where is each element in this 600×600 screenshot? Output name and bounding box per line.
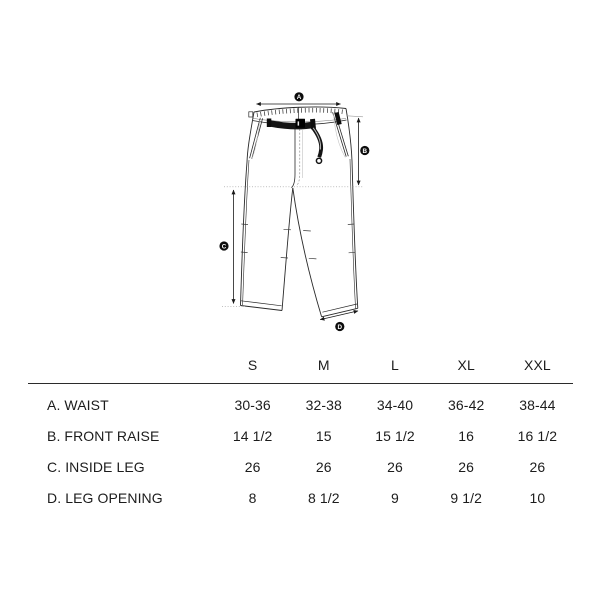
- reference-lines: [222, 116, 363, 306]
- cell-value: 15 1/2: [375, 427, 415, 444]
- row-label: D. LEG OPENING: [47, 489, 163, 506]
- marker-a-letter: A: [296, 94, 302, 102]
- belt-loop-right: [337, 113, 340, 125]
- table-row-waist: [28, 389, 573, 420]
- cell-value: 9: [391, 489, 399, 506]
- cell-value: 15: [315, 427, 332, 444]
- column-header-xxl: XXL: [524, 356, 551, 373]
- row-label: C. INSIDE LEG: [47, 458, 145, 475]
- marker-leg-opening: [335, 322, 344, 331]
- waist-reference-line: [347, 116, 363, 117]
- table-row-front-raise: [28, 420, 573, 451]
- belt: [267, 113, 340, 164]
- buckle-slot: [298, 121, 300, 125]
- belt-loop-left: [267, 119, 272, 128]
- cell-value: 8 1/2: [307, 489, 340, 506]
- cell-value: 26: [315, 458, 332, 475]
- leg-opening-measure-line: [320, 311, 358, 320]
- belt-fold: [313, 119, 314, 129]
- cell-value: 26: [244, 458, 261, 475]
- belt-band: [268, 123, 315, 126]
- cell-value: 16 1/2: [517, 427, 558, 444]
- cell-value: 9 1/2: [450, 489, 483, 506]
- cell-value: 30-36: [234, 396, 271, 413]
- size-chart-table: [28, 346, 573, 513]
- seam-notches: [241, 224, 356, 259]
- cell-value: 32-38: [305, 396, 342, 413]
- table-row-inside-leg: [28, 451, 573, 482]
- marker-front-rise: [360, 146, 369, 155]
- cell-value: 26: [458, 458, 475, 475]
- column-header-m: M: [317, 356, 330, 373]
- cell-value: 14 1/2: [232, 427, 273, 444]
- marker-b-letter: B: [362, 147, 368, 155]
- marker-inside-leg: [219, 241, 228, 250]
- row-label: A. WAIST: [47, 396, 109, 413]
- column-header-s: S: [247, 356, 258, 373]
- cell-value: 26: [529, 458, 546, 475]
- marker-c-letter: C: [221, 243, 227, 251]
- belt-buckle: [296, 119, 306, 128]
- marker-d-letter: D: [337, 323, 343, 331]
- cell-value: 10: [529, 489, 546, 506]
- cell-value: 8: [248, 489, 257, 506]
- cell-value: 36-42: [448, 396, 485, 413]
- cell-value: 16: [458, 427, 475, 444]
- table-row-leg-opening: [28, 482, 573, 513]
- pants-outline: [241, 107, 358, 317]
- column-header-xl: XL: [457, 356, 475, 373]
- marker-waist: [294, 92, 303, 101]
- column-header-l: L: [391, 356, 399, 373]
- belt-strap-ring: [316, 158, 321, 163]
- cell-value: 26: [387, 458, 403, 475]
- row-label: B. FRONT RAISE: [47, 427, 160, 444]
- cell-value: 34-40: [376, 396, 414, 413]
- waistband-elastic-hatching: [257, 110, 343, 115]
- cell-value: 38-44: [519, 396, 556, 413]
- size-chart-header-row: [28, 346, 573, 384]
